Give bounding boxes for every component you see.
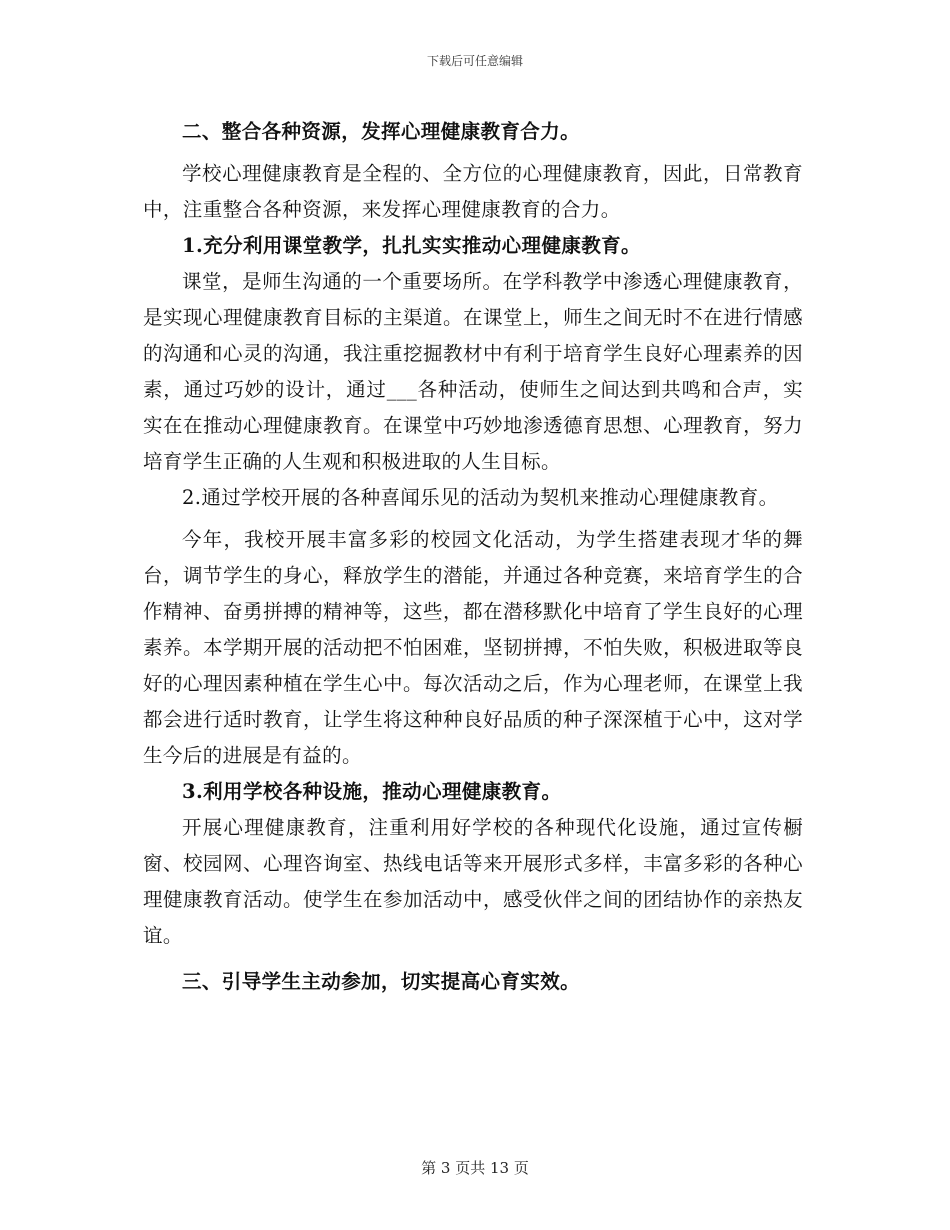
subheading-2: 2.通过学校开展的各种喜闻乐见的活动为契机来推动心理健康教育。 (182, 486, 779, 509)
page-header: 下载后可任意编辑 (426, 54, 523, 68)
document-body (143, 114, 803, 1000)
paragraph: 课堂，是师生沟通的一个重要场所。在学科教学中渗透心理健康教育，是实现心理健康教育目标的主渠道。在课堂上，师生之间无时不在进行情感的沟通和心灵的沟通，我注重挖掘教材中有利于培育学生良好心理素养的因素，通过巧妙的设计，通过___各种活动，使师生之间达到共鸣和合声，实实在在推动心理健康教育。在课堂中巧妙地渗透德育思想、心理教育，努力培育学生正确的人生观和积极进取的人生目标。 (143, 270, 803, 473)
paragraph: 今年，我校开展丰富多彩的校园文化活动，为学生搭建表现才华的舞台，调节学生的身心，释放学生的潜能，并通过各种竞赛，来培育学生的合作精神、奋勇拼搏的精神等，这些，都在潜移默化中培育了学生良好的心理素养。本学期开展的活动把不怕困难，坚韧拼搏，不怕失败，积极进取等良好的心理因素种植在学生心中。每次活动之后，作为心理老师，在课堂上我都会进行适时教育，让学生将这种种良好品质的种子深深植于心中，这对学生今后的进展是有益的。 (143, 528, 803, 767)
section-heading-2: 二、整合各种资源，发挥心理健康教育合力。 (182, 120, 581, 143)
page-footer: 第 3 页共 13 页 (421, 1159, 529, 1177)
subheading-3: 3.利用学校各种设施，推动心理健康教育。 (182, 780, 562, 803)
paragraph: 学校心理健康教育是全程的、全方位的心理健康教育，因此，日常教育中，注重整合各种资源，来发挥心理健康教育的合力。 (143, 162, 803, 221)
subheading-1: 1.充分利用课堂教学，扎扎实实推动心理健康教育。 (182, 234, 641, 257)
paragraph: 开展心理健康教育，注重利用好学校的各种现代化设施，通过宣传橱窗、校园网、心理咨询室、热线电话等来开展形式多样，丰富多彩的各种心理健康教育活动。使学生在参加活动中，感受伙伴之间的团结协作的亲热友谊。 (143, 816, 803, 947)
section-heading-3: 三、引导学生主动参加，切实提高心育实效。 (182, 970, 581, 993)
